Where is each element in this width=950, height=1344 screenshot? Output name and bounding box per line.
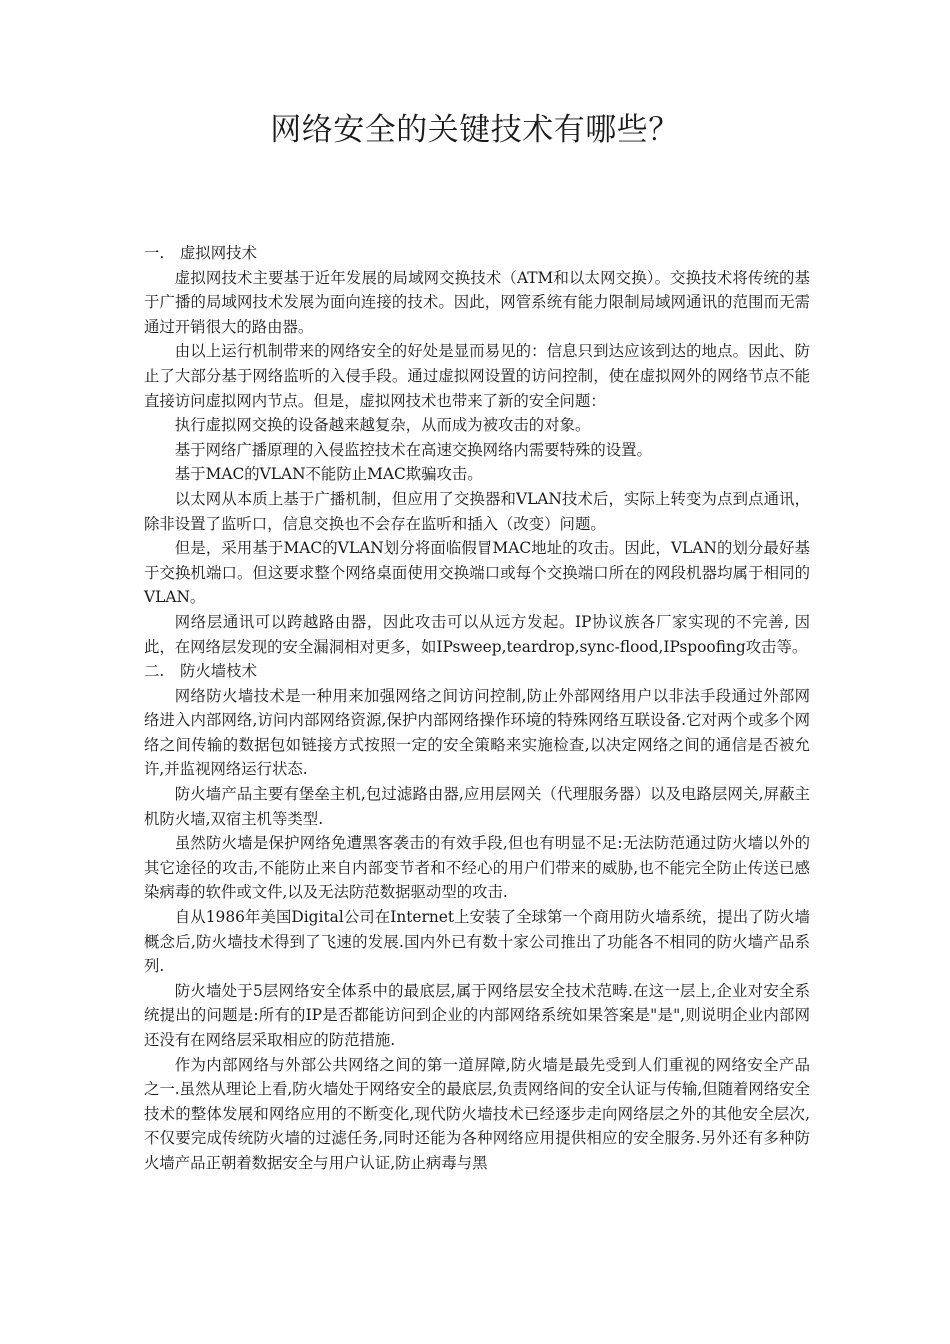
paragraph: 网络防火墙技术是一种用来加强网络之间访问控制,防止外部网络用户以非法手段通过外部网络进入内部网络,访问内部网络资源,保护内部网络操作环境的特殊网络互联设备.它对两个或多个网络之间传输的数据包如链接方式按照一定的安全策略来实施检查,以决定网络之间的通信是否被允许,并监视网络运行状态. — [144, 686, 810, 779]
paragraph: 防火墙处于5层网络安全体系中的最底层,属于网络层安全技术范畴.在这一层上,企业对安全系统提出的问题是:所有的IP是否都能访问到企业的内部网络系统如果答案是"是",则说明企业内部网还没有在网络层采取相应的防范措施. — [144, 981, 810, 1049]
section-heading-text: 防火墙枝术 — [180, 662, 257, 681]
section-heading-text: 虚拟网技术 — [180, 244, 257, 262]
section-heading — [144, 241, 810, 266]
paragraph: 基于MAC的VLAN不能防止MAC欺骗攻击。 — [174, 465, 483, 484]
paragraph: 由以上运行机制带来的网络安全的好处是显而易见的：信息只到达应该到达的地点。因此、防止了大部分基于网络监听的入侵手段。通过虚拟网设置的访问控制，使在虚拟网外的网络节点不能直接访问虚拟网内节点。但是，虚拟网技术也带来了新的安全问题： — [144, 342, 810, 410]
document-body — [144, 241, 810, 1176]
paragraph: 但是，采用基于MAC的VLAN划分将面临假冒MAC地址的攻击。因此，VLAN的划分最好基于交换机端口。但这要求整个网络桌面使用交换端口或每个交换端口所在的网段机器均属于相同的VLAN。 — [144, 539, 810, 607]
section-heading — [144, 659, 810, 684]
paragraph: 作为内部网络与外部公共网络之间的第一道屏障,防火墙是最先受到人们重视的网络安全产品之一.虽然从理论上看,防火墙处于网络安全的最底层,负责网络间的安全认证与传输,但随着网络安全技术的整体发展和网络应用的不断变化,现代防火墙技术已经逐步走向网络层之外的其他安全层次,不仅要完成传统防火墙的过滤任务,同时还能为各种网络应用提供相应的安全服务.另外还有多种防火墙产品正朝着数据安全与用户认证,防止病毒与黑 — [144, 1055, 810, 1172]
paragraph: 自从1986年美国Digital公司在Internet上安装了全球第一个商用防火墙系统，提出了防火墙概念后,防火墙技术得到了飞速的发展.国内外已有数十家公司推出了功能各不相同的防火墙产品系列. — [144, 908, 810, 976]
paragraph: 以太网从本质上基于广播机制，但应用了交换器和VLAN技术后，实际上转变为点到点通讯，除非设置了监听口，信息交换也不会存在监听和插入（改变）问题。 — [144, 489, 810, 533]
paragraph: 防火墙产品主要有堡垒主机,包过滤路由器,应用层网关（代理服务器）以及电路层网关,屏蔽主机防火墙,双宿主机等类型. — [144, 785, 810, 828]
paragraph: 基于网络广播原理的入侵监控技术在高速交换网络内需要特殊的设置。 — [174, 440, 652, 459]
paragraph: 网络层通讯可以跨越路由器，因此攻击可以从远方发起。IP协议族各厂家实现的不完善, 因此，在网络层发现的安全漏洞相对更多，如IPsweep,teardrop,sync-flood,IPspoofing攻击等。 — [144, 612, 810, 656]
paragraph: 虽然防火墙是保护网络免遭黑客袭击的有效手段,但也有明显不足:无法防范通过防火墙以外的其它途径的攻击,不能防止来自内部变节者和不经心的用户们带来的威胁,也不能完全防止传送已感染病毒的软件或文件,以及无法防范数据驱动型的攻击. — [144, 834, 811, 902]
paragraph: 虚拟网技术主要基于近年发展的局域网交换技术（ATM和以太网交换）。交换技术将传统的基于广播的局域网技术发展为面向连接的技术。因此，网管系统有能力限制局域网通讯的范围而无需通过开销很大的路由器。 — [144, 268, 810, 336]
section-firewall — [144, 659, 810, 1175]
section-number: 二. — [144, 662, 165, 681]
document-title: 网络安全的关键技术有哪些？ — [270, 112, 680, 148]
section-virtual-network — [144, 241, 810, 659]
paragraph: 执行虚拟网交换的设备越来越复杂，从而成为被攻击的对象。 — [174, 416, 591, 435]
section-number: 一. — [144, 244, 165, 262]
